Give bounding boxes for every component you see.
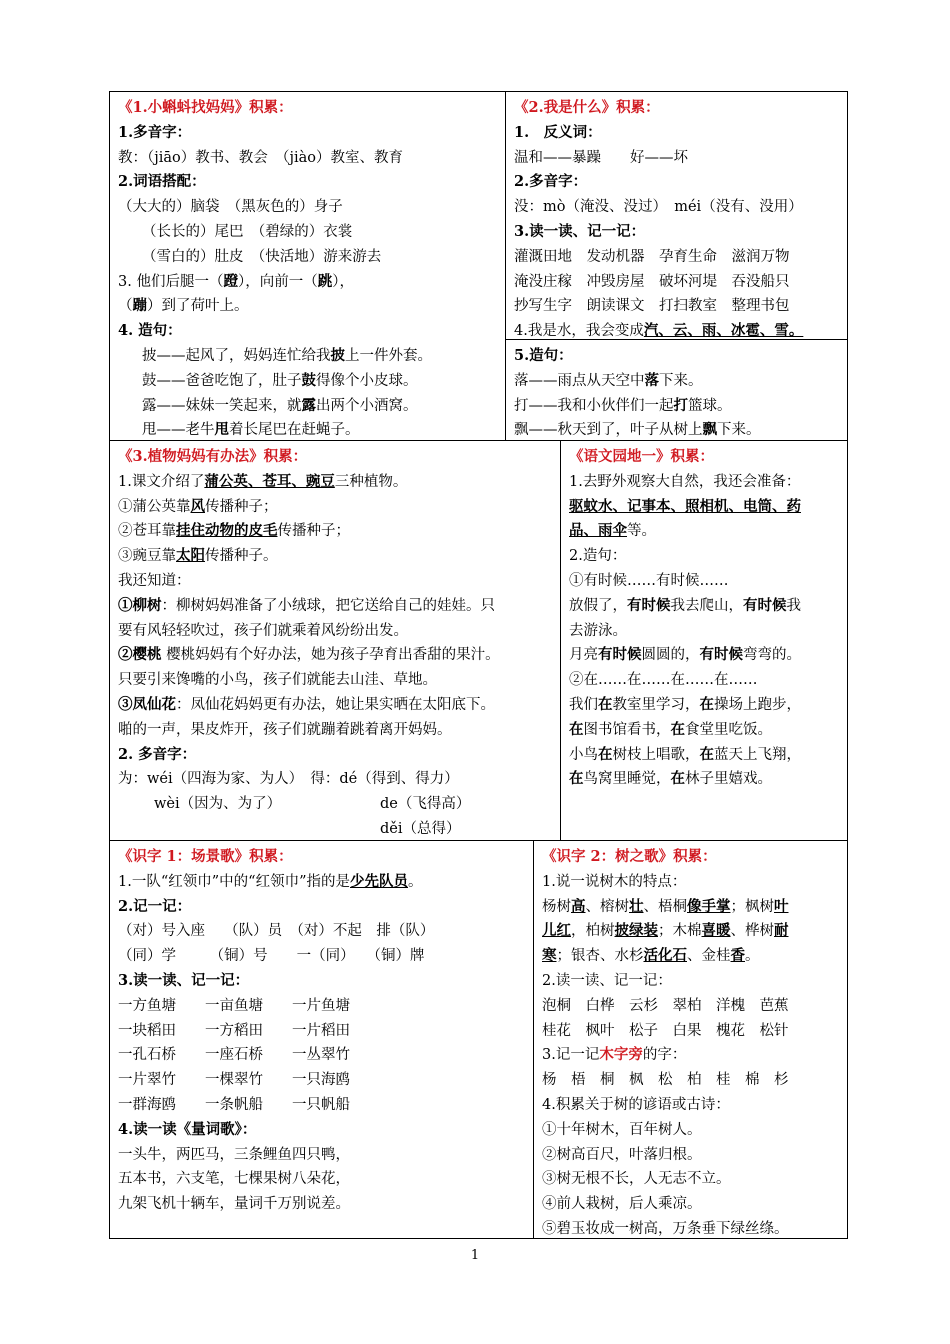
sentence-line: 放假了，有时候我去爬山，有时候我 (569, 596, 801, 614)
radical-line: 3.记一记木字旁的字： (542, 1046, 687, 1064)
match-line: （长长的）尾巴 （碧绿的）衣裳 (142, 223, 353, 240)
sentence-line: 露——妹妹一笑起来，就露出两个小酒窝。 (142, 396, 418, 414)
section-title: 《识字 1：场景歌》积累： (118, 848, 293, 865)
sentence-line: 飘——秋天到了，叶子从树上飘下来。 (514, 421, 761, 439)
section-garden-one (561, 441, 847, 840)
water-line: 4.我是水，我会变成汽、云、雨、冰雹、雪。 (514, 322, 804, 340)
know-line: ①柳树：柳树妈妈准备了小绒球，把它送给自己的娃娃。只 (118, 596, 495, 614)
prep-items: 驱蚊水、记事本、照相机、电筒、药 (569, 497, 801, 515)
sentence-line: 在图书馆看书，在食堂里吃饭。 (569, 720, 772, 738)
proverb-line: ④前人栽树，后人乘凉。 (542, 1196, 702, 1213)
section-title: 《识字 2：树之歌》积累： (542, 848, 717, 865)
section-what-am-i (506, 92, 847, 440)
tree-line: 泡桐 白桦 云杉 翠柏 洋槐 芭蕉 (542, 997, 789, 1014)
sentence-line: 小鸟在树枝上唱歌，在蓝天上飞翔， (569, 745, 801, 763)
section-title: 《3.植物妈妈有办法》积累： (118, 448, 308, 465)
section-scene-song (110, 841, 533, 1238)
proverb-line: ⑤碧玉妆成一树高，万条垂下绿丝绦。 (542, 1220, 789, 1237)
sentence-line: 披——起风了，妈妈连忙给我披上一件外套。 (142, 346, 432, 364)
know-line: ③凤仙花：凤仙花妈妈更有办法，她让果实晒在太阳底下。 (118, 695, 495, 713)
feature-line: 寒；银杏、水杉活化石、金桂香。 (542, 947, 760, 965)
measure-line: 一群海鸥 一条帆船 一只帆船 (118, 1096, 350, 1113)
measure-line: 一方鱼塘 一亩鱼塘 一片鱼塘 (118, 997, 350, 1014)
song-line: 五本书，六支笔，七棵果树八朵花， (118, 1171, 350, 1188)
section-title: 《1.小蝌蚪找妈妈》积累： (118, 99, 293, 116)
feature-line: 儿红，柏树披绿装；木棉喜暖、桦树耐 (542, 922, 789, 940)
heading: 2.多音字： (514, 173, 588, 191)
remember-line: （对）号入座 （队）员 （对）不起 排（队） (118, 923, 435, 940)
polyphone-line: wèi（因为、为了） de（飞得高） (154, 796, 471, 813)
fill-line: 3. 他们后腿一（蹬），向前一（跳）， (118, 272, 354, 290)
match-line: （大大的）脑袋 （黑灰色的）身子 (118, 199, 343, 216)
polyphone-line: 没：mò（淹没、没过） méi（没有、没用） (514, 199, 803, 216)
proverb-line: ②树高百尺，叶落归根。 (542, 1146, 702, 1163)
heading: 4.读一读《量词歌》： (118, 1120, 257, 1138)
know-line: 我还知道： (118, 572, 191, 589)
song-line: 一头牛，两匹马，三条鲤鱼四只鸭， (118, 1146, 350, 1163)
heading: 2.造句： (569, 548, 627, 565)
intro-line: 1.一队“红领巾”中的“红领巾”指的是少先队员。 (118, 872, 423, 890)
heading: 1. 反义词： (514, 123, 602, 141)
sentence-line: 我们在教室里学习，在操场上跑步， (569, 695, 801, 713)
sentence-line: 鼓——爸爸吃饱了，肚子鼓得像个小皮球。 (142, 371, 418, 389)
section-tadpole (110, 92, 505, 440)
measure-line: 一孔石桥 一座石桥 一丛翠竹 (118, 1047, 350, 1064)
tree-line: 桂花 枫叶 松子 白果 槐花 松针 (542, 1022, 789, 1039)
heading: 3.读一读、记一记： (118, 971, 250, 989)
heading: 3.读一读、记一记： (514, 222, 646, 240)
proverb-line: ①十年树木，百年树人。 (542, 1121, 702, 1138)
plant-line: ③豌豆靠太阳传播种子。 (118, 547, 278, 565)
sentence-line: 去游泳。 (569, 622, 627, 639)
plant-line: ①蒲公英靠风传播种子； (118, 497, 278, 515)
prep-line: 1.去野外观察大自然，我还会准备： (569, 473, 801, 490)
know-line: ②樱桃 樱桃妈妈有个好办法，她为孩子孕育出香甜的果汁。 (118, 646, 500, 664)
word-line: 灌溉田地 发动机器 孕育生命 滋润万物 (514, 248, 790, 265)
page-number: 1 (470, 1248, 480, 1263)
heading: 5.造句： (514, 346, 573, 364)
pattern-line: ②在……在……在……在…… (569, 672, 758, 689)
polyphone-line: 教：（jiāo）教书、教会 （jiào）教室、教育 (118, 149, 404, 166)
heading: 4. 造句： (118, 322, 182, 340)
heading: 4.积累关于树的谚语或古诗： (542, 1096, 730, 1113)
sentence-line: 在鸟窝里睡觉，在林子里嬉戏。 (569, 770, 772, 788)
antonym-line: 温和——暴躁 好——坏 (514, 149, 688, 166)
polyphone-line: 为：wéi（四海为家、为人） 得：dé（得到、得力） (118, 771, 459, 788)
polyphone-line: děi（总得） (380, 820, 461, 837)
measure-line: 一块稻田 一方稻田 一片稻田 (118, 1022, 350, 1039)
section-tree-song (534, 841, 847, 1238)
song-line: 九架飞机十辆车，量词千万别说差。 (118, 1196, 350, 1213)
worksheet-table (109, 91, 848, 1239)
section-plant-mothers (110, 441, 560, 840)
measure-line: 一片翠竹 一棵翠竹 一只海鸥 (118, 1072, 350, 1089)
sentence-line: 甩——老牛甩着长尾巴在赶蝇子。 (142, 421, 360, 439)
know-line: 啪的一声，果皮炸开，孩子们就蹦着跳着离开妈妈。 (118, 721, 452, 738)
fill-line: （蹦）到了荷叶上。 (118, 297, 249, 315)
radical-chars: 杨 梧 桐 枫 松 柏 桂 棉 杉 (542, 1072, 789, 1089)
heading: 2.词语搭配： (118, 173, 206, 191)
word-line: 抄写生字 朗读课文 打扫教室 整理书包 (514, 298, 790, 315)
heading: 2.读一读、记一记： (542, 972, 672, 989)
know-line: 只要引来馋嘴的小鸟，孩子们就能去山洼、草地。 (118, 672, 437, 689)
feature-line: 1.说一说树木的特点： (542, 873, 687, 890)
word-line: 淹没庄稼 冲毁房屋 破坏河堤 吞没船只 (514, 273, 790, 290)
feature-line: 杨树高、榕树壮、梧桐像手掌；枫树叶 (542, 897, 789, 915)
heading: 2. 多音字： (118, 745, 197, 763)
sentence-line: 落——雨点从天空中落下来。 (514, 371, 703, 389)
sentence-line: 月亮有时候圆圆的，有时候弯弯的。 (569, 646, 801, 664)
intro-line: 1.课文介绍了蒲公英、苍耳、豌豆三种植物。 (118, 472, 408, 490)
heading: 2.记一记： (118, 897, 192, 915)
sentence-line: 打——我和小伙伴们一起打篮球。 (514, 396, 732, 414)
heading: 1.多音字： (118, 123, 192, 141)
prep-items: 品、雨伞等。 (569, 522, 656, 540)
proverb-line: ③树无根不长，人无志不立。 (542, 1171, 731, 1188)
plant-line: ②苍耳靠挂住动物的皮毛传播种子； (118, 522, 350, 540)
section-title: 《2.我是什么》积累： (514, 99, 660, 116)
know-line: 要有风轻轻吹过，孩子们就乘着风纷纷出发。 (118, 622, 408, 639)
match-line: （雪白的）肚皮 （快活地）游来游去 (142, 248, 382, 265)
remember-line: （同）学 （铜）号 一（同） （铜）牌 (118, 948, 425, 965)
pattern-line: ①有时候……有时候…… (569, 572, 729, 589)
section-title: 《语文园地一》积累： (569, 448, 714, 465)
